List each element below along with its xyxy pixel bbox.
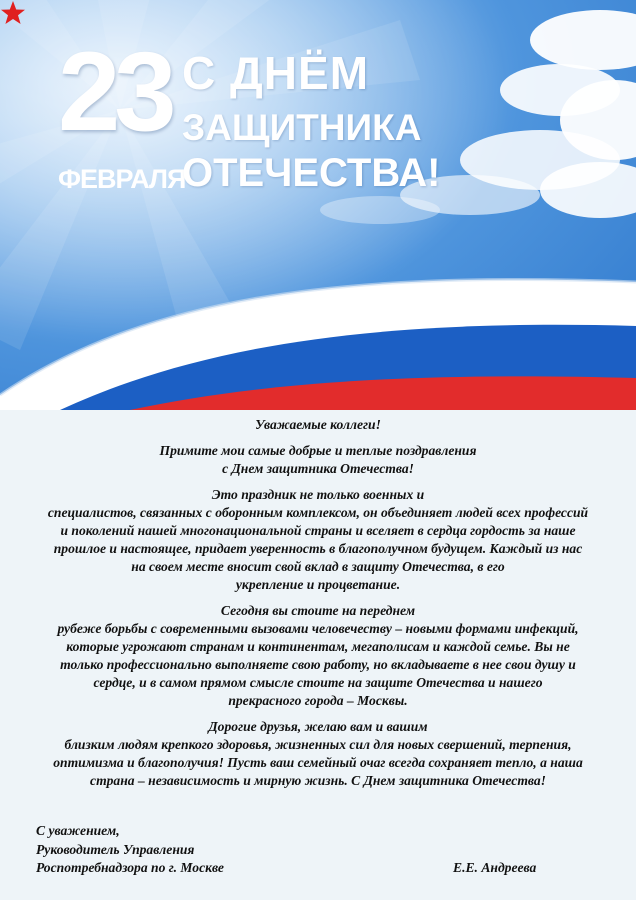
letter-greeting: Уважаемые коллеги! [255,417,381,432]
text-line: Дорогие друзья, желаю вам и вашим [208,719,428,734]
headline-line-1: С ДНЁМ [182,47,370,99]
signature-line: Руководитель Управления [36,841,195,857]
text-line: с Днем защитника Отечества! [222,461,414,476]
letter-paragraph [0,442,636,478]
headline-line-2: ЗАЩИТНИКА [182,107,422,148]
text-line: оптимизма и благополучия! Пусть ваш семейный очаг всегда сохраняет тепло, а наша [53,755,583,770]
text-line: Это праздник не только военных и [211,487,425,502]
signer-name: Е.Е. Андреева [453,860,537,875]
signature-block [36,822,596,878]
text-line: которые угрожают странам и континентам, мегаполисам и каждой семье. Вы не [66,639,570,654]
letter-body [0,416,636,798]
date-number: 23 [58,29,171,154]
text-line: сердце, и в самом прямом смысле стоите на защите Отечества и нашего [93,675,543,690]
text-line: специалистов, связанных с оборонным комплексом, он объединяет людей всех профессий [47,505,589,520]
text-line: и поколений нашей многонациональной страны и вселяет в сердца гордость за наше [60,523,576,538]
letter-paragraph [0,486,636,594]
date-month: ФЕВРАЛЯ [58,164,186,194]
text-line: Сегодня вы стоите на переднем [220,603,416,618]
text-line: страна – независимость и мирную жизнь. С Днем защитника Отечества! [90,773,546,788]
letter-paragraph [0,718,636,790]
signature-line: Роспотребнадзора по г. Москве [36,860,224,875]
star-icon [0,0,26,26]
text-line: рубеже борьбы с современными вызовами человечеству – новыми формами инфекций, [57,621,579,636]
signature-line: С уважением, [36,823,120,838]
text-line: прошлое и настоящее, придает уверенность в благополучном будущем. Каждый из нас [53,541,583,556]
text-line: укрепление и процветание. [235,577,401,592]
text-line: Примите мои самые добрые и теплые поздравления [159,443,477,458]
text-line: близким людям крепкого здоровья, жизненных сил для новых свершений, терпения, [64,737,572,752]
headline-line-3: ОТЕЧЕСТВА! [182,151,441,195]
text-line: прекрасного города – Москвы. [228,693,408,708]
text-line: на своем месте вносит свой вклад в защиту Отечества, в его [131,559,505,574]
text-line: только профессионально выполняете свою работу, но вкладываете в нее свои душу и [60,657,576,672]
holiday-banner [0,0,636,410]
letter-paragraph [0,602,636,710]
